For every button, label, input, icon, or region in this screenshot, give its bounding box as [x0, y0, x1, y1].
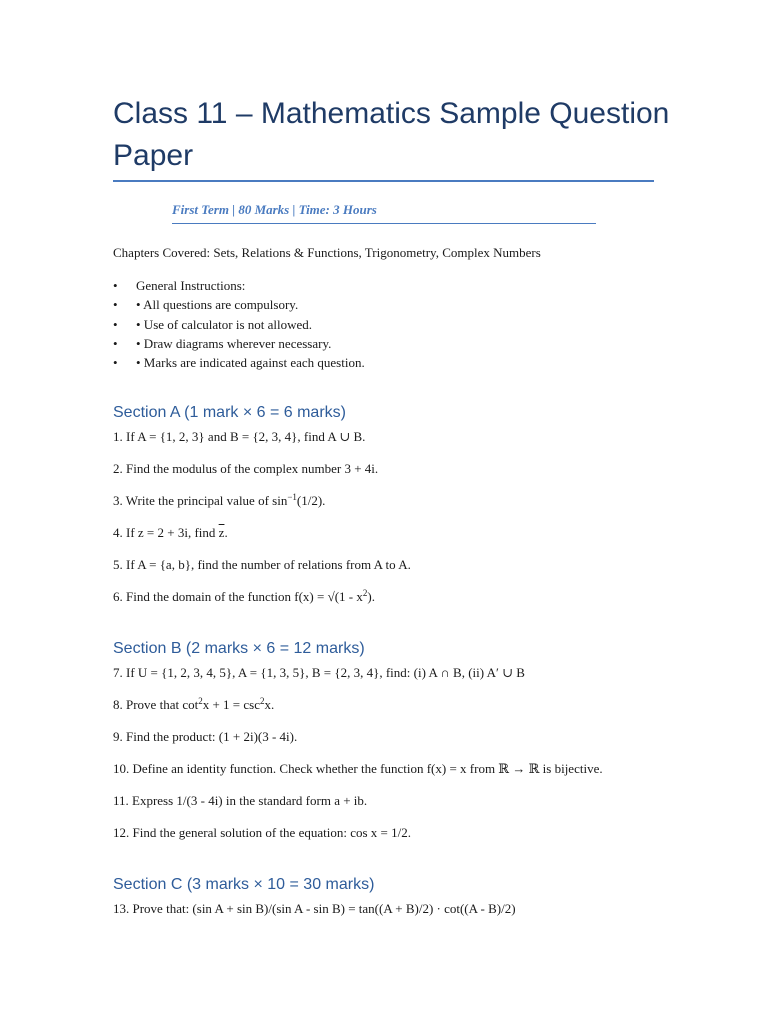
title-underline-divider [113, 180, 654, 182]
question-10: 10. Define an identity function. Check whether the function f(x) = x from ℝ → ℝ is bijective. [113, 761, 603, 776]
question-3: 3. Write the principal value of $\sin^{-1}(1/2)$. [113, 492, 326, 508]
question-13: 13. Prove that: (sin A + sin B)/(sin A - sin B) = tan((A + B)/2) · cot((A - B)/2) [113, 901, 516, 916]
bullet-icon: • [113, 335, 118, 351]
instruction-item: • • Marks are indicated against each question. [113, 355, 365, 371]
bullet-icon: • [113, 297, 118, 313]
question-1: 1. If A = {1, 2, 3} and B = {2, 3, 4}, find A ∪ B. [113, 429, 366, 444]
section-c-heading: Section C (3 marks × 10 = 30 marks) [113, 876, 375, 893]
bullet-icon: • [113, 316, 118, 332]
instruction-item: • General Instructions: [113, 278, 246, 293]
question-4: 4. If z = 2 + 3i, find $\overline{z}$. [113, 525, 228, 540]
bullet-icon: • [113, 278, 118, 293]
paper-subtitle: First Term | 80 Marks | Time: 3 Hours [172, 201, 596, 224]
instruction-item: • • Draw diagrams wherever necessary. [113, 335, 332, 351]
question-6: 6. Find the domain of the function $f(x) = √(1 - x^2)$. [113, 588, 375, 604]
question-8: 8. Prove that $\cot^2x + 1 = \csc^2x$. [113, 696, 275, 712]
question-12: 12. Find the general solution of the equation: cos x = 1/2. [113, 825, 411, 840]
instruction-item: • • Use of calculator is not allowed. [113, 316, 313, 332]
question-2: 2. Find the modulus of the complex number 3 + 4i. [113, 461, 379, 476]
question-11: 11. Express 1/(3 - 4i) in the standard form a + ib. [113, 793, 368, 808]
chapters-covered: Chapters Covered: Sets, Relations & Functions, Trigonometry, Complex Numbers [113, 245, 541, 260]
question-5: 5. If A = {a, b}, find the number of relations from A to A. [113, 557, 411, 572]
bullet-icon: • [113, 355, 118, 371]
section-b-heading: Section B (2 marks × 6 = 12 marks) [113, 640, 365, 657]
instruction-item: • • All questions are compulsory. [113, 297, 299, 313]
section-a-heading: Section A (1 mark × 6 = 6 marks) [113, 404, 346, 421]
page-title: Class 11 – Mathematics Sample Question Paper [113, 97, 670, 172]
question-9: 9. Find the product: (1 + 2i)(3 - 4i). [113, 729, 298, 744]
question-7: 7. If U = {1, 2, 3, 4, 5}, A = {1, 3, 5}, B = {2, 3, 4}, find: (i) A ∩ B, (ii) A′ ∪ B [113, 665, 525, 680]
general-instructions-list [113, 276, 365, 372]
